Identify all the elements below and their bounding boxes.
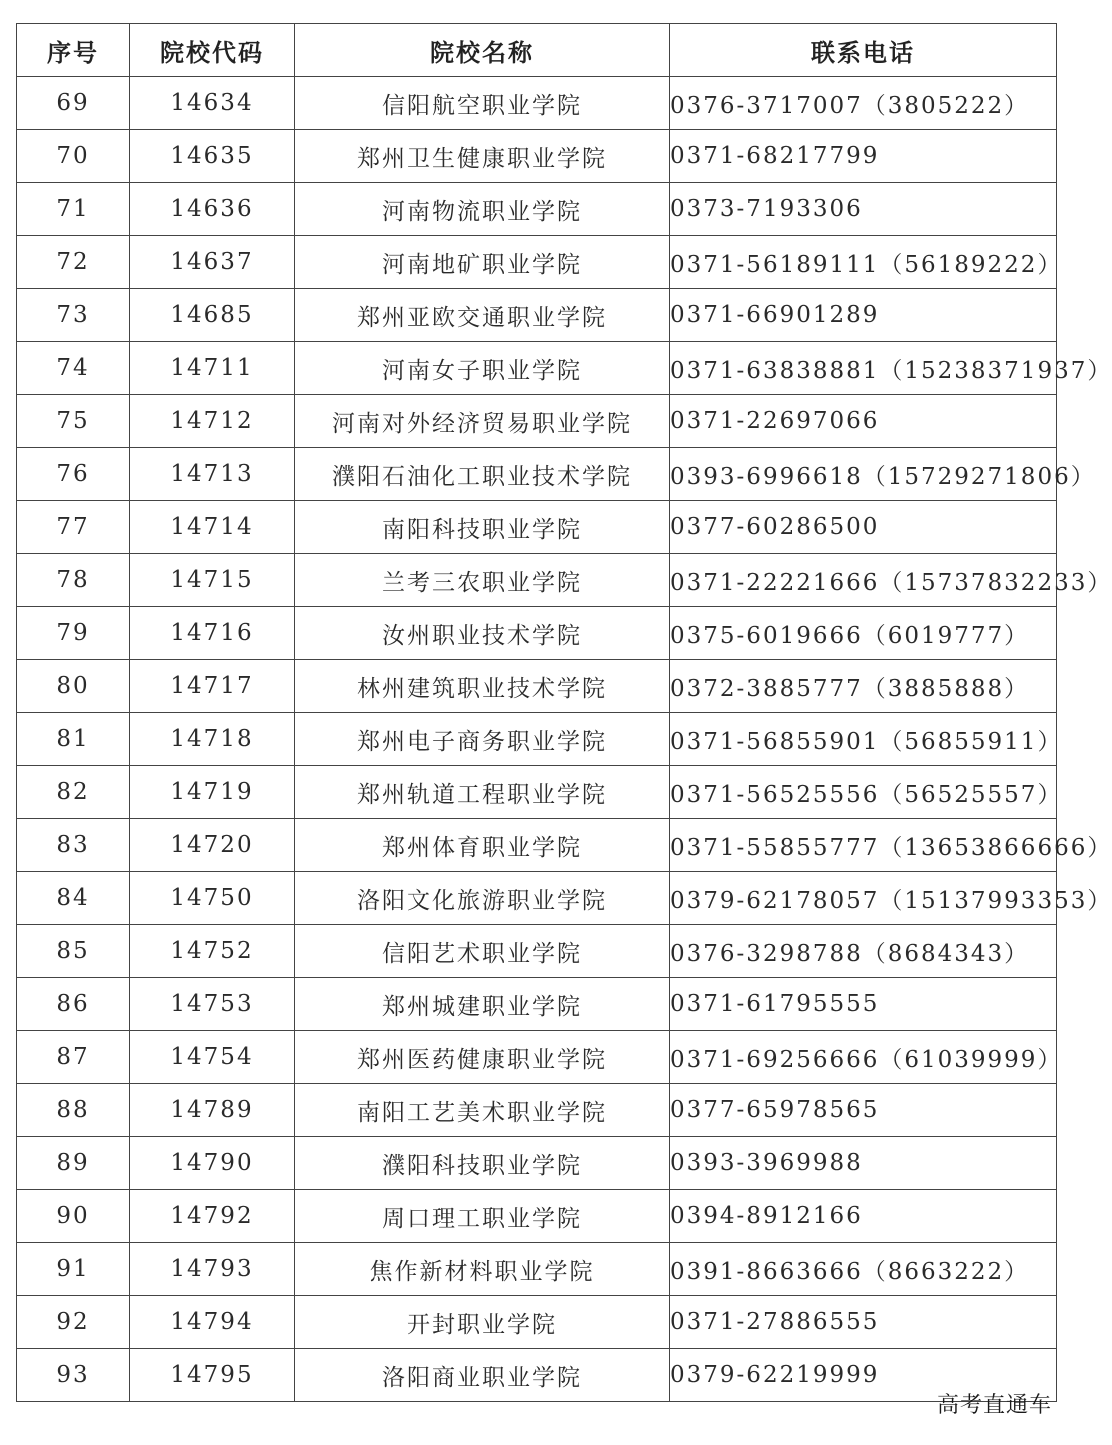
- cell-contact-phone: 0371-69256666（61039999）: [670, 1031, 1057, 1084]
- cell-college-name: 焦作新材料职业学院: [295, 1243, 670, 1296]
- cell-college-code: 14794: [130, 1296, 295, 1349]
- cell-serial-number: 76: [17, 448, 130, 501]
- cell-college-name: 兰考三农职业学院: [295, 554, 670, 607]
- table-row: [17, 1296, 1057, 1349]
- cell-contact-phone: 0379-62178057（15137993353）: [670, 872, 1057, 925]
- cell-college-name: 郑州亚欧交通职业学院: [295, 289, 670, 342]
- cell-serial-number: 79: [17, 607, 130, 660]
- table-row: [17, 1137, 1057, 1190]
- cell-college-code: 14790: [130, 1137, 295, 1190]
- cell-serial-number: 85: [17, 925, 130, 978]
- cell-college-code: 14718: [130, 713, 295, 766]
- cell-college-name: 信阳艺术职业学院: [295, 925, 670, 978]
- table-row: [17, 289, 1057, 342]
- cell-contact-phone: 0391-8663666（8663222）: [670, 1243, 1057, 1296]
- table-row: [17, 130, 1057, 183]
- cell-college-name: 周口理工职业学院: [295, 1190, 670, 1243]
- cell-college-code: 14752: [130, 925, 295, 978]
- table-row: [17, 925, 1057, 978]
- header-serial-number: 序号: [17, 24, 130, 77]
- table-row: [17, 448, 1057, 501]
- cell-college-name: 郑州医药健康职业学院: [295, 1031, 670, 1084]
- header-row: [17, 24, 1057, 77]
- cell-college-name: 郑州城建职业学院: [295, 978, 670, 1031]
- cell-college-code: 14720: [130, 819, 295, 872]
- cell-college-code: 14712: [130, 395, 295, 448]
- cell-college-name: 河南地矿职业学院: [295, 236, 670, 289]
- cell-contact-phone: 0373-7193306: [670, 183, 1057, 236]
- cell-serial-number: 81: [17, 713, 130, 766]
- cell-college-name: 信阳航空职业学院: [295, 77, 670, 130]
- table-row: [17, 501, 1057, 554]
- cell-college-name: 汝州职业技术学院: [295, 607, 670, 660]
- table-row: [17, 978, 1057, 1031]
- cell-contact-phone: 0393-3969988: [670, 1137, 1057, 1190]
- cell-contact-phone: 0371-56525556（56525557）: [670, 766, 1057, 819]
- cell-contact-phone: 0377-65978565: [670, 1084, 1057, 1137]
- cell-college-name: 郑州轨道工程职业学院: [295, 766, 670, 819]
- cell-college-code: 14792: [130, 1190, 295, 1243]
- cell-college-code: 14635: [130, 130, 295, 183]
- cell-college-name: 南阳工艺美术职业学院: [295, 1084, 670, 1137]
- cell-college-name: 河南对外经济贸易职业学院: [295, 395, 670, 448]
- table-row: [17, 1190, 1057, 1243]
- table-row: [17, 766, 1057, 819]
- cell-college-name: 濮阳科技职业学院: [295, 1137, 670, 1190]
- cell-college-name: 洛阳商业职业学院: [295, 1349, 670, 1402]
- cell-college-code: 14634: [130, 77, 295, 130]
- cell-contact-phone: 0371-61795555: [670, 978, 1057, 1031]
- cell-contact-phone: 0371-22697066: [670, 395, 1057, 448]
- table-row: [17, 342, 1057, 395]
- cell-college-code: 14636: [130, 183, 295, 236]
- cell-college-name: 郑州体育职业学院: [295, 819, 670, 872]
- cell-contact-phone: 0393-6996618（15729271806）: [670, 448, 1057, 501]
- cell-contact-phone: 0371-68217799: [670, 130, 1057, 183]
- cell-contact-phone: 0376-3298788（8684343）: [670, 925, 1057, 978]
- cell-college-name: 林州建筑职业技术学院: [295, 660, 670, 713]
- cell-college-name: 河南物流职业学院: [295, 183, 670, 236]
- cell-contact-phone: 0371-63838881（15238371937）: [670, 342, 1057, 395]
- cell-contact-phone: 0371-55855777（13653866666）: [670, 819, 1057, 872]
- cell-college-name: 开封职业学院: [295, 1296, 670, 1349]
- header-college-code: 院校代码: [130, 24, 295, 77]
- cell-serial-number: 72: [17, 236, 130, 289]
- table-row: [17, 1031, 1057, 1084]
- cell-serial-number: 78: [17, 554, 130, 607]
- table-body: [17, 77, 1112, 1402]
- cell-serial-number: 92: [17, 1296, 130, 1349]
- cell-serial-number: 80: [17, 660, 130, 713]
- table-row: [17, 819, 1057, 872]
- table-row: [17, 872, 1057, 925]
- cell-contact-phone: 0371-22221666（15737832233）: [670, 554, 1057, 607]
- cell-serial-number: 88: [17, 1084, 130, 1137]
- cell-serial-number: 70: [17, 130, 130, 183]
- cell-college-name: 郑州卫生健康职业学院: [295, 130, 670, 183]
- header-college-name: 院校名称: [295, 24, 670, 77]
- cell-college-code: 14795: [130, 1349, 295, 1402]
- cell-serial-number: 86: [17, 978, 130, 1031]
- cell-college-code: 14713: [130, 448, 295, 501]
- cell-serial-number: 91: [17, 1243, 130, 1296]
- cell-college-code: 14754: [130, 1031, 295, 1084]
- cell-college-code: 14753: [130, 978, 295, 1031]
- cell-serial-number: 93: [17, 1349, 130, 1402]
- cell-serial-number: 75: [17, 395, 130, 448]
- cell-contact-phone: 0371-27886555: [670, 1296, 1057, 1349]
- cell-college-code: 14637: [130, 236, 295, 289]
- table-row: [17, 77, 1057, 130]
- cell-contact-phone: 0372-3885777（3885888）: [670, 660, 1057, 713]
- table-row: [17, 607, 1057, 660]
- cell-contact-phone: 0371-66901289: [670, 289, 1057, 342]
- table-row: [17, 1084, 1057, 1137]
- cell-serial-number: 83: [17, 819, 130, 872]
- cell-college-code: 14715: [130, 554, 295, 607]
- cell-serial-number: 77: [17, 501, 130, 554]
- cell-contact-phone: 0371-56189111（56189222）: [670, 236, 1057, 289]
- college-contact-table: [16, 23, 1112, 1402]
- cell-contact-phone: 0371-56855901（56855911）: [670, 713, 1057, 766]
- cell-college-name: 洛阳文化旅游职业学院: [295, 872, 670, 925]
- cell-college-code: 14711: [130, 342, 295, 395]
- cell-serial-number: 87: [17, 1031, 130, 1084]
- cell-serial-number: 89: [17, 1137, 130, 1190]
- cell-college-code: 14793: [130, 1243, 295, 1296]
- cell-serial-number: 69: [17, 77, 130, 130]
- cell-college-name: 南阳科技职业学院: [295, 501, 670, 554]
- table-row: [17, 236, 1057, 289]
- cell-college-code: 14685: [130, 289, 295, 342]
- header-contact-phone: 联系电话: [670, 24, 1057, 77]
- cell-serial-number: 90: [17, 1190, 130, 1243]
- cell-college-name: 濮阳石油化工职业技术学院: [295, 448, 670, 501]
- cell-serial-number: 71: [17, 183, 130, 236]
- cell-college-code: 14719: [130, 766, 295, 819]
- cell-serial-number: 84: [17, 872, 130, 925]
- cell-contact-phone: 0394-8912166: [670, 1190, 1057, 1243]
- table-row: [17, 713, 1057, 766]
- cell-serial-number: 82: [17, 766, 130, 819]
- cell-college-name: 河南女子职业学院: [295, 342, 670, 395]
- table-row: [17, 554, 1057, 607]
- watermark-label: 高考直通车: [936, 1393, 1052, 1418]
- table-header: [17, 24, 1057, 77]
- cell-contact-phone: 0375-6019666（6019777）: [670, 607, 1057, 660]
- cell-serial-number: 73: [17, 289, 130, 342]
- cell-college-code: 14789: [130, 1084, 295, 1137]
- cell-serial-number: 74: [17, 342, 130, 395]
- table-row: [17, 1243, 1057, 1296]
- table-row: [17, 183, 1057, 236]
- cell-college-name: 郑州电子商务职业学院: [295, 713, 670, 766]
- cell-college-code: 14714: [130, 501, 295, 554]
- cell-contact-phone: 0376-3717007（3805222）: [670, 77, 1057, 130]
- cell-college-code: 14750: [130, 872, 295, 925]
- table-row: [17, 660, 1057, 713]
- table-row: [17, 1349, 1057, 1402]
- cell-contact-phone: 0379-62219999: [670, 1349, 1057, 1402]
- cell-college-code: 14716: [130, 607, 295, 660]
- cell-contact-phone: 0377-60286500: [670, 501, 1057, 554]
- table-row: [17, 395, 1057, 448]
- cell-college-code: 14717: [130, 660, 295, 713]
